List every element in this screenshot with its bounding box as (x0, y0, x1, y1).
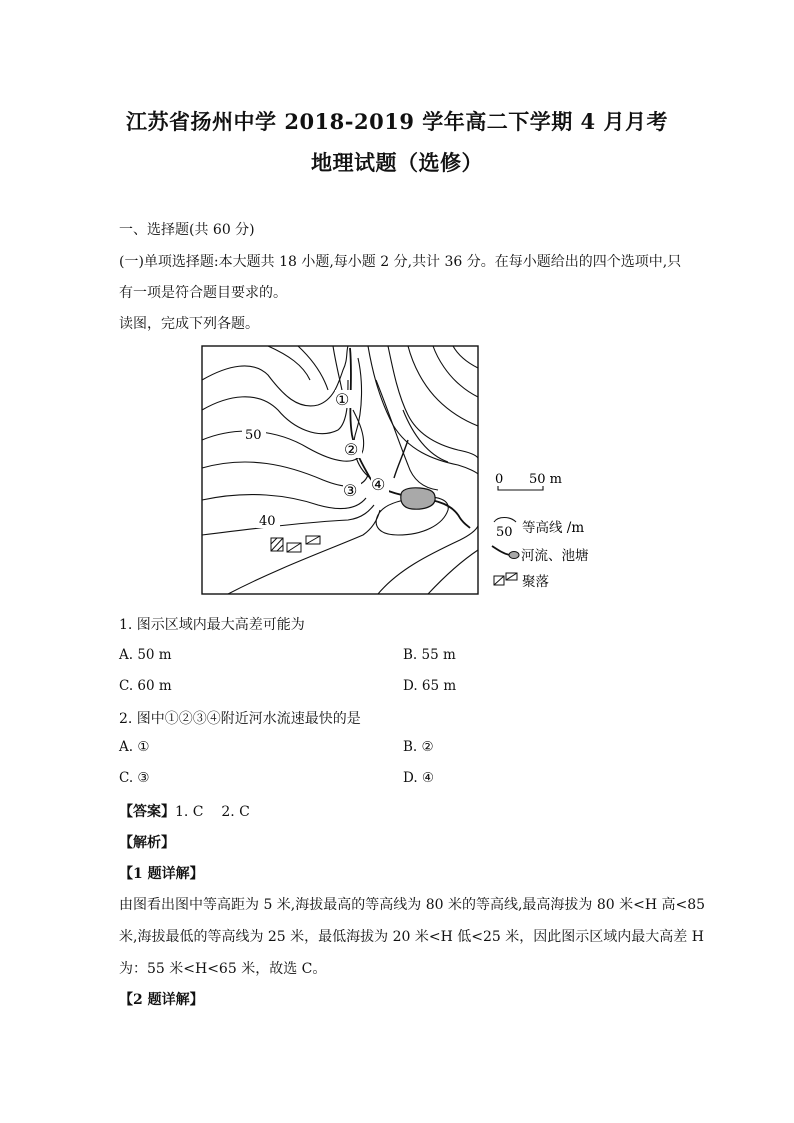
marker-2: ② (344, 440, 359, 459)
question-1-option-d: D. 65 m (403, 678, 457, 694)
answer-line (119, 801, 250, 821)
reading-prompt: 读图，完成下列各题。 (119, 316, 259, 332)
marker-4: ④ (371, 475, 386, 494)
answer-label: 【答案】 (119, 804, 175, 820)
legend-river-symbol (492, 546, 510, 555)
question-2-option-c: C. ③ (119, 770, 150, 786)
legend-river-text: 河流、池塘 (521, 548, 589, 564)
question-1-option-a: A. 50 m (119, 647, 172, 663)
question-1-option-c: C. 60 m (119, 678, 172, 694)
legend-pond-symbol (509, 552, 519, 559)
question-1-option-b: B. 55 m (403, 647, 456, 663)
legend-contour-text: 等高线 /m (522, 520, 585, 536)
marker-3: ③ (343, 481, 358, 500)
scale-label: 50 m (529, 472, 563, 487)
question-2-option-d: D. ④ (403, 770, 435, 786)
legend-contour-sample: 50 (496, 525, 513, 540)
contour-lines (202, 346, 478, 594)
q1-detail-line-1: 由图看出图中等高距为 5 米,海拔最高的等高线为 80 米的等高线,最高海拔为 80 米<H 高<85 (119, 897, 706, 913)
pond (401, 488, 435, 509)
answer-text: 1. C 2. C (175, 804, 250, 820)
legend-contour-symbol (494, 518, 516, 523)
q1-detail-heading: 【1 题详解】 (119, 866, 204, 882)
q2-detail-heading: 【2 题详解】 (119, 992, 204, 1008)
contour-label-50: 50 (245, 428, 262, 443)
legend-settlement-text: 聚落 (522, 574, 549, 590)
contour-map-figure (198, 340, 618, 602)
contour-map-svg (198, 340, 618, 602)
analysis-heading: 【解析】 (119, 835, 175, 851)
section-heading: 一、选择题(共 60 分) (119, 222, 255, 238)
scale-zero: 0 (495, 472, 504, 487)
page-title: 江苏省扬州中学 2018-2019 学年高二下学期 4 月月考 (126, 109, 668, 134)
q1-detail-line-3: 为：55 米<H<65 米，故选 C。 (119, 961, 327, 977)
legend-settlement-symbol (494, 573, 517, 585)
page-subtitle: 地理试题（选修） (311, 150, 483, 175)
contour-label-40: 40 (259, 514, 276, 529)
instruction-line-1: (一)单项选择题:本大题共 18 小题,每小题 2 分,共计 36 分。在每小题给出的四个选项中,只 (119, 254, 682, 270)
instruction-line-2: 有一项是符合题目要求的。 (119, 285, 287, 301)
question-1-stem: 1. 图示区域内最大高差可能为 (119, 617, 305, 633)
question-2-option-a: A. ① (119, 739, 150, 755)
question-2-option-b: B. ② (403, 739, 434, 755)
marker-1: ① (335, 390, 350, 409)
q1-detail-line-2: 米,海拔最低的等高线为 25 米，最低海拔为 20 米<H 低<25 米，因此图示区域内最大高差 H (119, 929, 704, 945)
question-2-stem: 2. 图中①②③④附近河水流速最快的是 (119, 711, 361, 727)
settlement-symbols (271, 536, 320, 552)
